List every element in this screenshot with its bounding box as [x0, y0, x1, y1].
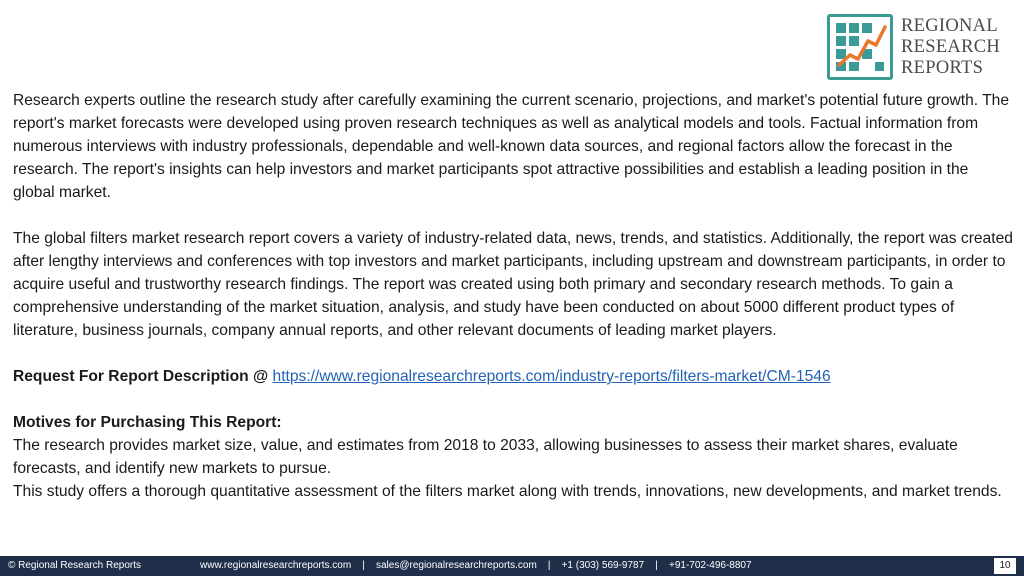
logo-wordmark — [901, 16, 1000, 79]
motives-line-2: This study offers a thorough quantitative assessment of the filters market along with trends, innovations, new developments, and market trends. — [13, 483, 1002, 500]
motives-heading: Motives for Purchasing This Report: — [13, 414, 282, 431]
request-label: Request For Report Description @ — [13, 368, 273, 385]
document-body — [13, 89, 1013, 503]
footer-copyright: © Regional Research Reports — [8, 560, 141, 571]
company-logo — [827, 12, 1012, 82]
request-line — [13, 365, 1013, 388]
logo-chart-icon — [827, 14, 893, 80]
footer-contact: www.regionalresearchreports.com | sales@regionalresearchreports.com | +1 (303) 569-9787 | +91-702-496-8807 — [200, 560, 752, 571]
motives-line-1: The research provides market size, value, and estimates from 2018 to 2033, allowing businesses to assess their market shares, evaluate forecasts, and identify new markets to pursue. — [13, 437, 958, 477]
logo-line-2: RESEARCH — [901, 36, 1001, 57]
intro-paragraph: Research experts outline the research study after carefully examining the current scenario, projections, and market's potential future growth. The report's market forecasts were developed using proven research techniques as well as analytical models and tools. Factual information from numerous interviews with industry professionals, dependable and well-known data sources, and regional factors allow the forecast in the research. The report's insights can help investors and market participants spot attractive possibilities and establish a leading position in the global market. — [13, 92, 1010, 201]
page-number: 10 — [994, 558, 1016, 574]
report-description-link[interactable]: https://www.regionalresearchreports.com/industry-reports/filters-market/CM-1546 — [272, 368, 831, 385]
footer-bar — [0, 556, 1024, 576]
logo-line-3: REPORTS — [901, 57, 984, 78]
market-paragraph: The global filters market research report covers a variety of industry-related data, news, trends, and statistics. Additionally, the report was created after lengthy interviews and conferences with top investors and market participants, including upstream and downstream participants, in order to acquire useful and trustworthy research findings. The report was created using both primary and secondary research methods. To gain a comprehensive understanding of the market situation, analysis, and study have been conducted on about 5000 different product types of literature, business journals, company annual reports, and other relevant documents of leading market players. — [13, 230, 1013, 339]
logo-line-1: REGIONAL — [901, 15, 998, 36]
